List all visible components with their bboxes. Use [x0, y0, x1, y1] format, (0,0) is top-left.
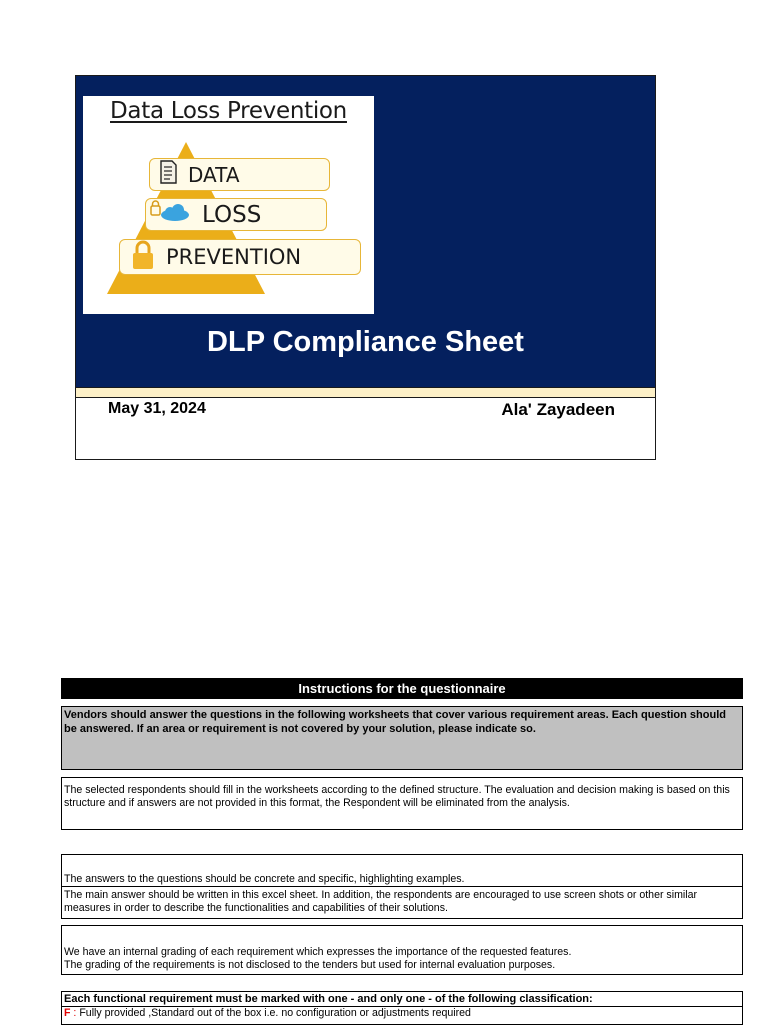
instructions-classification: [61, 991, 743, 1025]
cover-divider-band: [76, 387, 655, 398]
classification-code: F: [64, 1007, 71, 1019]
instructions-grading: [61, 925, 743, 975]
cover-date: May 31, 2024: [108, 400, 206, 417]
cover-banner: [76, 76, 655, 387]
classification-title: Each functional requirement must be marked with one - and only one - of the following classification:: [64, 993, 593, 1005]
document-title: DLP Compliance Sheet: [207, 326, 524, 358]
main-answer-text: The main answer should be written in this excel sheet. In addition, the respondents are encouraged to use screen shots or other similar measures in order to describe the functionalities and capabilities of their solutions.: [64, 889, 698, 914]
instructions-intro: [61, 706, 743, 770]
tier-prevention: [119, 239, 361, 275]
tier-label: PREVENTION: [166, 245, 302, 269]
padlock-icon: [132, 240, 154, 275]
structure-text: The selected respondents should fill in the worksheets according to the defined structure. The evaluation and decision making is based on this structure and if answers are not provided in this format, the Respondent will be eliminated from the analysis.: [64, 784, 730, 809]
tier-data: [149, 158, 330, 191]
row-divider: [62, 886, 742, 887]
tier-label: DATA: [188, 162, 240, 187]
tier-loss: [145, 198, 327, 231]
cloud-lock-icon: [148, 200, 192, 229]
instructions-header: Instructions for the questionnaire: [61, 678, 743, 699]
classification-text: Fully provided ,Standard out of the box i.e. no configuration or adjustments required: [79, 1007, 471, 1019]
grading-text-1: We have an internal grading of each requirement which expresses the importance of the requested features.: [64, 946, 572, 958]
grading-text-2: The grading of the requirements is not disclosed to the tenders but used for internal evaluation purposes.: [64, 959, 556, 971]
logo-title: Data Loss Prevention: [110, 98, 347, 124]
instructions-answers: [61, 854, 743, 919]
cover-author: Ala' Zayadeen: [501, 400, 615, 419]
classification-row: [64, 1007, 740, 1020]
document-icon: [158, 160, 178, 189]
classification-separator: :: [70, 1007, 80, 1019]
answers-concrete-text: The answers to the questions should be concrete and specific, highlighting examples.: [64, 873, 465, 885]
instructions-structure: [61, 777, 743, 830]
tier-label: LOSS: [202, 201, 262, 228]
dlp-logo: [83, 96, 374, 314]
intro-text: Vendors should answer the questions in the following worksheets that cover various requirement areas. Each question should be answered. If an area or requirement is not covered by your solution, please indicate so.: [64, 709, 726, 735]
cover-card: [75, 75, 656, 460]
